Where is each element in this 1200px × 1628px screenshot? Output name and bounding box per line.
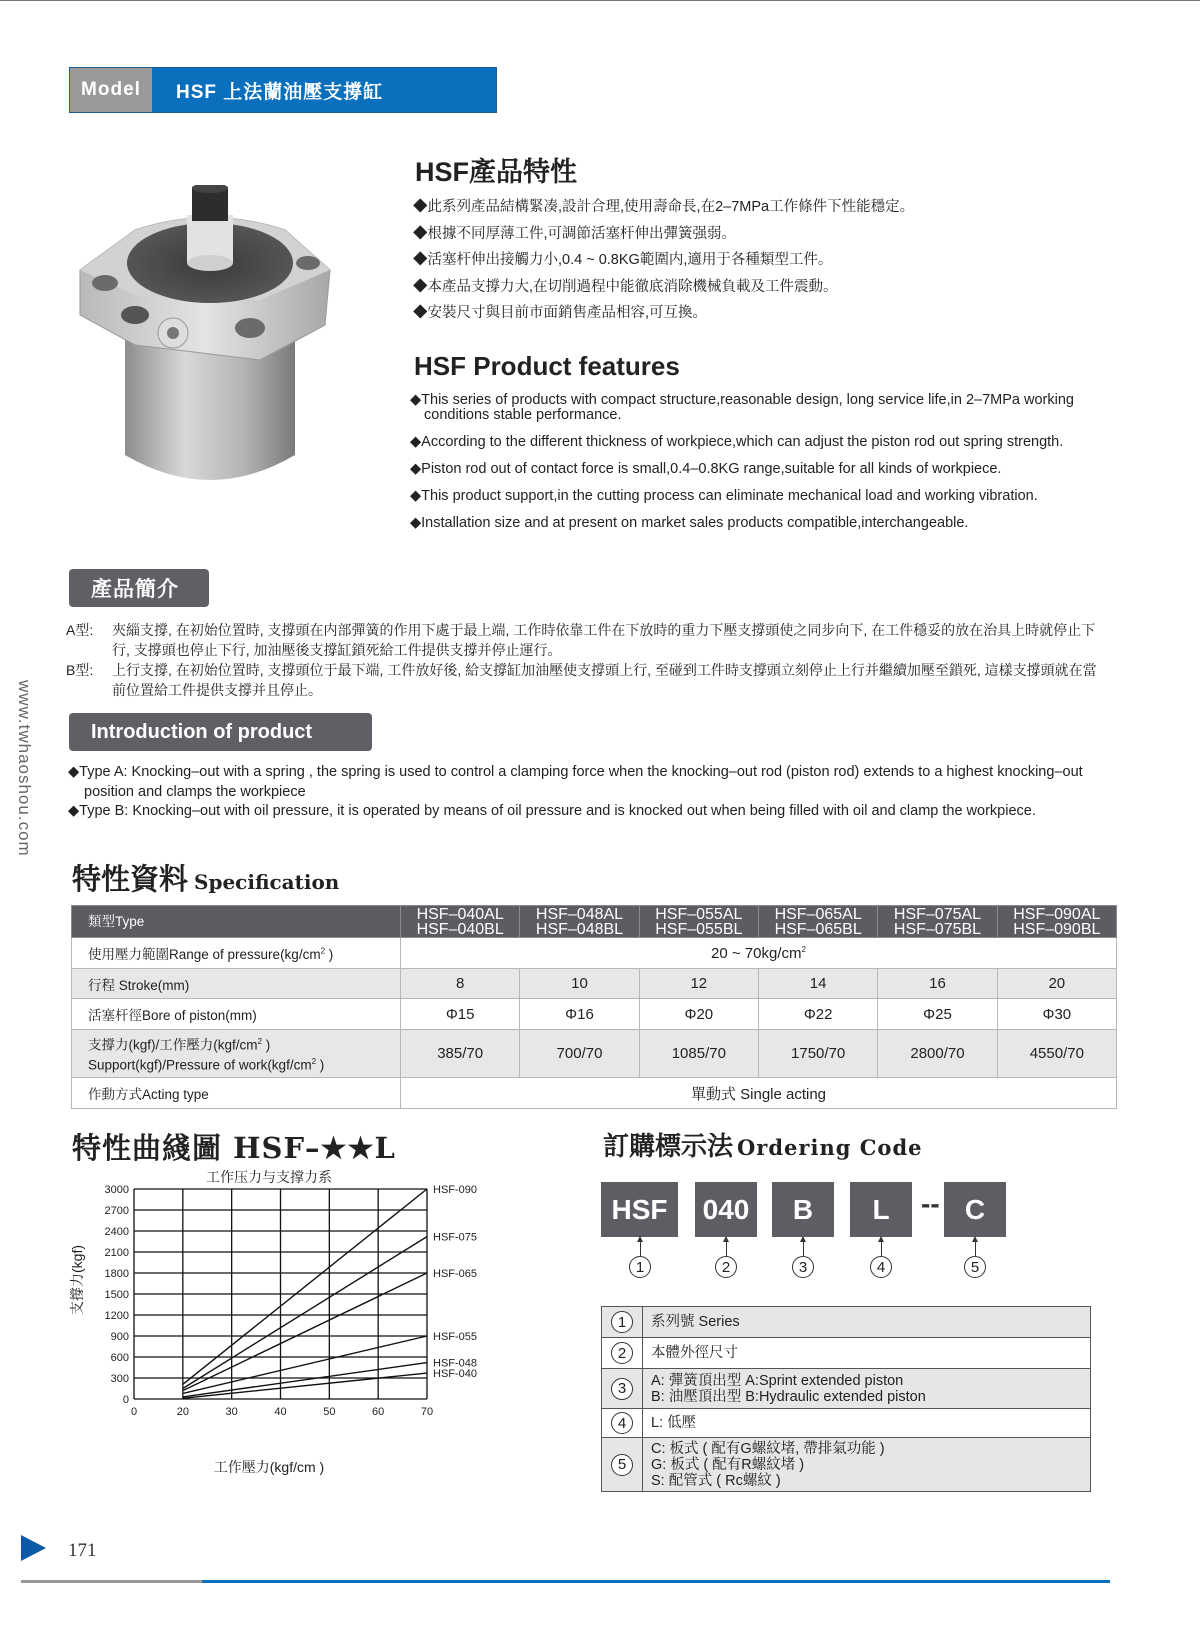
y-tick-label: 2100 [104,1247,129,1259]
stroke-row [72,969,1117,999]
ordering-desc: 本體外徑尺寸 [643,1338,1091,1369]
callout-number: 2 [715,1256,737,1278]
chart-y-label: 支撐力(kgf) [69,1245,85,1315]
ordering-desc: 系列號 Series [643,1307,1091,1338]
arrow-up-icon [803,1240,804,1256]
bore-cell: Φ20 [639,999,758,1030]
feature-en-item: ◆Piston rod out of contact force is small,0.4–0.8KG range,suitable for all kinds of workpiece. [410,461,1002,477]
support-cell: 1750/70 [758,1030,877,1078]
arrow-up-icon [640,1240,641,1256]
series-line [183,1363,427,1397]
side-website-url: www.twhaoshou.com [15,680,34,857]
support-cell: 1085/70 [639,1030,758,1078]
x-tick-label: 40 [274,1406,287,1418]
intro-cn-label: A型: [66,622,94,638]
code-box-size: 040 [695,1182,757,1237]
acting-row [72,1078,1117,1109]
features-cn-title: HSF產品特性 [415,157,577,187]
series-line [183,1237,427,1389]
acting-value: 單動式 Single acting [401,1078,1117,1109]
y-tick-label: 0 [122,1394,129,1406]
y-tick-label: 1200 [104,1310,129,1322]
curve-title: 特性曲綫圖 HSF–★★L [72,1131,396,1165]
y-tick-label: 1800 [104,1268,129,1280]
callout-number: 4 [870,1256,892,1278]
callout-number: 5 [964,1256,986,1278]
support-cell: 385/70 [401,1030,520,1078]
series-line [183,1336,427,1393]
ordering-table [601,1306,1091,1492]
legend-label: HSF-048 [433,1357,478,1370]
intro-cn-tag: 產品簡介 [69,569,209,607]
ordering-row [602,1438,1091,1492]
model-label: Model [70,68,152,112]
performance-chart [60,1170,530,1500]
series-line [183,1373,427,1398]
model-header-bar [69,67,497,113]
chart-x-label: 工作壓力(kgf/cm ) [213,1459,325,1475]
arrow-up-icon [975,1240,976,1256]
bore-label: 活塞杆徑Bore of piston(mm) [72,999,401,1030]
model-cell: HSF–048AL HSF–048BL [520,906,639,938]
y-tick-label: 600 [110,1352,129,1364]
intro-cn-body: 上行支撐, 在初始位置時, 支撐頭位于最下端, 工件放好後, 給支撐缸加油壓使支撐頭上行, 至碰到工件時支撐頭立刻停止上行并繼續加壓至鎖死, 這樣支撐頭就在當前位置給工件提供支撐并且停止。 [112,662,1097,698]
support-cell: 700/70 [520,1030,639,1078]
row-number: 3 [611,1378,633,1400]
code-box-pressure: L [850,1182,912,1237]
ordering-title-en: Ordering Code [737,1135,923,1160]
x-tick-label: 60 [372,1406,385,1418]
stroke-cell: 16 [878,969,997,999]
series-line [183,1273,427,1391]
feature-en-item: ◆This series of products with compact structure,reasonable design, long service life,in 2–7MPa working conditions stable performance. [410,392,1074,423]
intro-en-item: ◆Type B: Knocking–out with oil pressure, it is operated by means of oil pressure and is knocked out when being filled with oil and clamp the workpiece. [68,803,1036,819]
ordering-desc: A: 彈簧頂出型 A:Sprint extended piston B: 油壓頂出型 B:Hydraulic extended piston [643,1369,1091,1409]
bore-cell: Φ22 [758,999,877,1030]
x-tick-label: 50 [323,1406,336,1418]
intro-en-text [68,763,1128,822]
pressure-row [72,938,1117,969]
callout-number: 3 [792,1256,814,1278]
feature-en-item: ◆This product support,in the cutting process can eliminate mechanical load and working vibration. [410,488,1038,504]
y-tick-label: 3000 [104,1184,129,1196]
x-tick-label: 20 [176,1406,189,1418]
support-label: 支撐力(kgf)/工作壓力($kgf/cm^2$ ) Support(kgf)/Pressure of $work(kgf/cm^2$ ) [72,1030,401,1078]
feature-cn-item: ◆活塞杆伸出接觸力小,0.4 ~ 0.8KG範圍内,適用于各種類型工件。 [413,252,833,268]
y-tick-label: 2700 [104,1205,129,1217]
model-cell: HSF–055AL HSF–055BL [639,906,758,938]
features-en-list [410,393,1120,543]
model-cell: HSF–065AL HSF–065BL [758,906,877,938]
arrow-up-icon [881,1240,882,1256]
top-border [0,0,1200,1]
bore-cell: Φ16 [520,999,639,1030]
code-box-series: HSF [601,1182,678,1237]
code-box-type: B [772,1182,834,1237]
y-tick-label: 300 [110,1373,129,1385]
row-number: 5 [611,1454,633,1476]
ordering-row [602,1338,1091,1369]
callout-number: 1 [629,1256,651,1278]
intro-cn-text [66,620,1106,700]
intro-en-tag: Introduction of product [69,713,372,751]
bore-cell: Φ15 [401,999,520,1030]
legend-label: HSF-090 [433,1184,478,1196]
intro-cn-label: B型: [66,662,94,678]
series-line [183,1189,427,1384]
legend-label: HSF-065 [433,1268,478,1280]
type-header: 類型Type [72,906,401,938]
row-number: 1 [611,1311,633,1333]
legend-label: HSF-040 [433,1368,478,1381]
page-arrow-icon [21,1535,46,1561]
legend-label: HSF-055 [433,1331,478,1343]
spec-header-row [72,906,1117,938]
ordering-row [602,1369,1091,1409]
feature-cn-item: ◆根據不同厚薄工件,可調節活塞杆伸出彈簧强弱。 [413,225,737,242]
row-number: 2 [611,1342,633,1364]
stroke-label: 行程 Stroke(mm) [72,969,401,999]
code-separator: -- [921,1188,940,1219]
feature-cn-item: ◆安裝尺寸與目前市面銷售產品相容,可互換。 [413,305,708,321]
stroke-cell: 20 [997,969,1116,999]
support-row [72,1030,1117,1078]
pressure-label: 使用壓力範圍Range of $pressure(kg/cm^2$ ) [72,938,401,969]
features-cn-list [413,194,1113,327]
y-tick-label: 2400 [104,1226,129,1238]
footer-line-grey [21,1580,202,1583]
product-image [75,185,345,505]
spec-title-en: Specification [194,870,340,894]
stroke-cell: 8 [401,969,520,999]
acting-label: 作動方式Acting type [72,1078,401,1109]
page-number: 171 [68,1540,97,1561]
spec-title-cn: 特性資料 [72,862,189,896]
stroke-cell: 12 [639,969,758,999]
chart-title: 工作压力与支撑力系 [206,1170,332,1185]
support-cell: 2800/70 [878,1030,997,1078]
stroke-cell: 10 [520,969,639,999]
bore-cell: Φ25 [878,999,997,1030]
intro-cn-body: 夾緇支撐, 在初始位置時, 支撐頭在内部彈簧的作用下處于最上端, 工作時依靠工件在下放時的重力下壓支撐頭使之同步向下, 在工件穩妥的放在治具上時就停止下行, 支撐頭也停止下行, 加油壓後支撐缸鎖死給工件提供支撐并停止運行。 [112,622,1096,658]
feature-en-item: ◆According to the different thickness of workpiece,which can adjust the piston rod out spring strength. [410,434,1064,450]
support-cell: 4550/70 [997,1030,1116,1078]
intro-cn-item [66,620,1106,660]
arrow-up-icon [726,1240,727,1256]
ordering-title [603,1126,923,1163]
intro-cn-item [66,660,1106,700]
spec-title [72,857,339,898]
y-tick-label: 900 [110,1331,129,1343]
y-tick-label: 1500 [104,1289,129,1301]
feature-cn-item: ◆本產品支撐力大,在切削過程中能徹底消除機械負載及工件震動。 [413,278,838,295]
ordering-desc: C: 板式 ( 配有G螺紋堵, 帶排氣功能 ) G: 板式 ( 配有R螺紋堵 ) S: 配管式 ( Rc螺紋 ) [643,1438,1091,1492]
ordering-row [602,1307,1091,1338]
features-en-title: HSF Product features [414,351,680,381]
x-tick-label: 30 [225,1406,238,1418]
legend-label: HSF-075 [433,1231,478,1244]
spec-table [71,905,1117,1109]
x-tick-label: 0 [130,1406,138,1418]
pressure-value: 20 ~ $70kg/cm^2$ [401,938,1117,969]
footer-line-blue [202,1580,1110,1583]
intro-en-item: ◆Type A: Knocking–out with a spring , the spring is used to control a clamping force when the knocking–out rod (piston rod) extends to a highest knocking–out position and clamps the workpiece [68,764,1083,800]
model-title: HSF 上法蘭油壓支撐缸 [176,81,384,103]
model-cell: HSF–040AL HSF–040BL [401,906,520,938]
bore-row [72,999,1117,1030]
feature-cn-item: ◆此系列產品結構緊凑,設計合理,使用壽命長,在2–7MPa工作條件下性能穩定。 [413,199,915,215]
bore-cell: Φ30 [997,999,1116,1030]
ordering-row [602,1409,1091,1438]
stroke-cell: 14 [758,969,877,999]
feature-en-item: ◆Installation size and at present on market sales products compatible,interchangeable. [410,515,969,531]
ordering-title-cn: 訂購標示法 [603,1132,734,1162]
row-number: 4 [611,1412,633,1434]
ordering-desc: L: 低壓 [643,1409,1091,1438]
x-tick-label: 70 [420,1406,434,1418]
model-cell: HSF–075AL HSF–075BL [878,906,997,938]
model-cell: HSF–090AL HSF–090BL [997,906,1116,938]
code-box-mount: C [944,1182,1006,1237]
